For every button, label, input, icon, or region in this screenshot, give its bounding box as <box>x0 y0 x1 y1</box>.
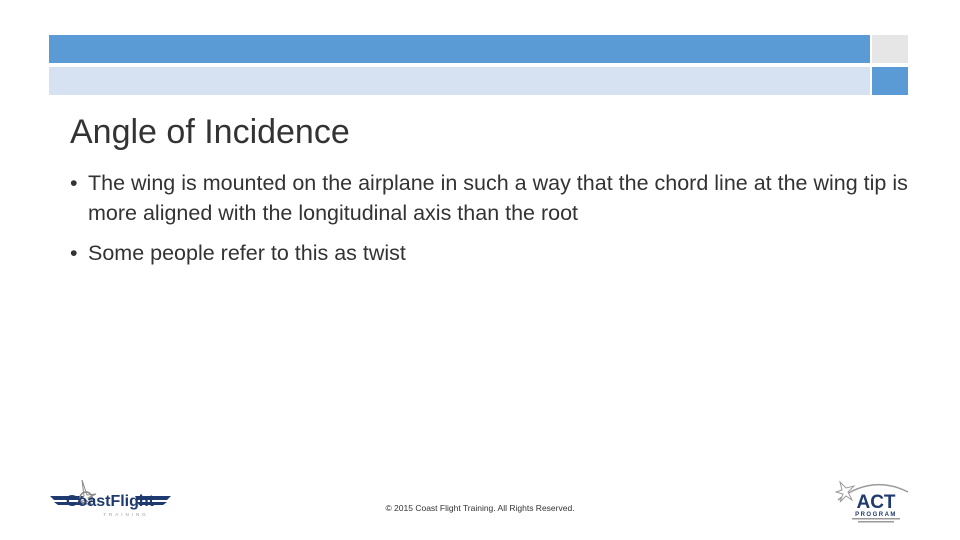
copyright-footer: © 2015 Coast Flight Training. All Rights Reserved. <box>385 503 575 513</box>
header-square-bottom <box>872 67 908 95</box>
act-logo-text: ACT <box>856 492 896 513</box>
header-bar-top <box>49 35 870 63</box>
coastflight-logo-subtext: TRAINING <box>103 512 149 517</box>
header-bar-bottom <box>49 67 870 95</box>
act-program-logo <box>832 478 912 524</box>
header-square-top <box>872 35 908 63</box>
coastflight-logo <box>48 476 173 521</box>
coastflight-logo-text: CoastFlight <box>66 493 154 510</box>
act-logo-subtext: PROGRAM <box>855 512 897 518</box>
bullet-item: • Some people refer to this as twist <box>70 238 910 268</box>
bullet-item: • The wing is mounted on the airplane in such a way that the chord line at the wing tip is more aligned with the longitudinal axis than the root <box>70 168 910 228</box>
slide-title: Angle of Incidence <box>70 113 350 151</box>
bullet-list <box>70 168 910 278</box>
